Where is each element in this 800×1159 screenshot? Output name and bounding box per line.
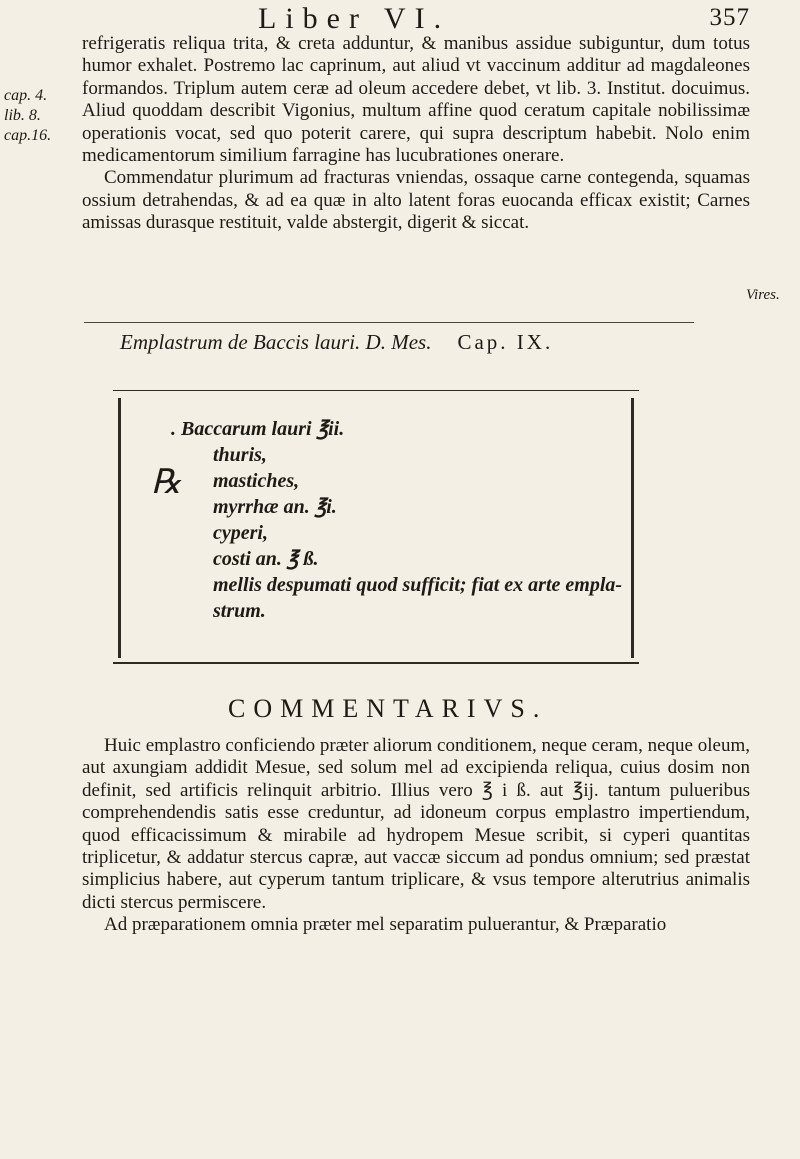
paragraph: refrigeratis reliqua trita, & creta adduntur, & manibus assidue subiguntur, dum totus humor exhalet. Postremo lac caprinum, aut aliud vt vaccinum additur ad magdaleones formandos. Triplum autem ceræ ad oleum accedere debet, vt lib. 3. Institut. docuimus. Aliud quoddam describit Vigonius, multum affine quod ceratum capitale nobilissimæ operationis vocat, sed quo poterit carere, qui supra descriptum habebit. Nolo enim medicamentorum similium farragine has lucubrationes onerare. [82, 33, 750, 167]
body-text-bottom [82, 735, 750, 937]
margin-note-left [4, 86, 60, 146]
recipe-line: costi an. ℥ ß. [213, 548, 319, 570]
chapter-label: Cap. IX. [457, 330, 554, 354]
page-number: 357 [709, 4, 750, 31]
recipe-line: thuris, [213, 444, 267, 466]
margin-note-line: lib. 8. [4, 107, 41, 124]
recipe-symbol: ℞ [151, 464, 182, 501]
margin-note-line: cap.16. [4, 127, 52, 144]
running-head [250, 2, 750, 36]
recipe-line: cyperi, [213, 522, 268, 544]
section-heading [120, 330, 553, 355]
paragraph-last-text: Ad præparationem omnia præter mel separatim puluerantur, & Præparatio [104, 914, 667, 936]
recipe-line: mellis despumati quod sufficit; fiat ex arte empla- [213, 574, 623, 596]
recipe-line: myrrhæ an. ℥i. [213, 496, 337, 518]
margin-note-line: cap. 4. [4, 87, 48, 104]
divider [84, 322, 694, 323]
section-title: Emplastrum de Baccis lauri. D. Mes. [120, 330, 432, 354]
recipe-line: . Baccarum lauri ℥ii. [171, 418, 345, 440]
recipe-line: strum. [213, 600, 266, 622]
recipe-lines [161, 416, 622, 624]
paragraph: Commendatur plurimum ad fracturas vniendas, ossaque carne contegenda, squamas ossium detrahendas, & ad ea quæ in alto latent foras euocanda efficax existit; Carnes amissas durasque restituit, valde abstergit, digerit & siccat. [82, 167, 750, 234]
margin-note-vires: Vires. [746, 287, 780, 303]
paragraph-last [82, 914, 750, 936]
running-head-title: Liber VI. [258, 2, 451, 35]
paragraph: Huic emplastro conficiendo præter aliorum conditionem, neque ceram, neque oleum, aut axungiam addidit Mesue, sed solum mel ad excipienda reliqua, cuius dosim non definit, sed artificis relinquit arbitrio. Illius vero ℥ i ß. aut ℥ij. tantum pulueribus comprehendendis satis esse creduntur, ad idoneum corpus emplastro impertiendum, quod efficacissimum & mirabile ad hydropem Mesue scribit, si cyperi quantitas triplicetur, & addatur stercus capræ, aut vaccæ siccum ad pondus omnium; sed præstat simplicius habere, aut cyperum tantum triplicare, & vsus tempore alterutrius animalis dicti stercus permiscere. [82, 735, 750, 913]
recipe-line: mastiches, [213, 470, 300, 492]
body-text-top [82, 33, 750, 235]
commentary-heading: COMMENTARIVS. [228, 694, 548, 723]
recipe-box [118, 398, 634, 658]
